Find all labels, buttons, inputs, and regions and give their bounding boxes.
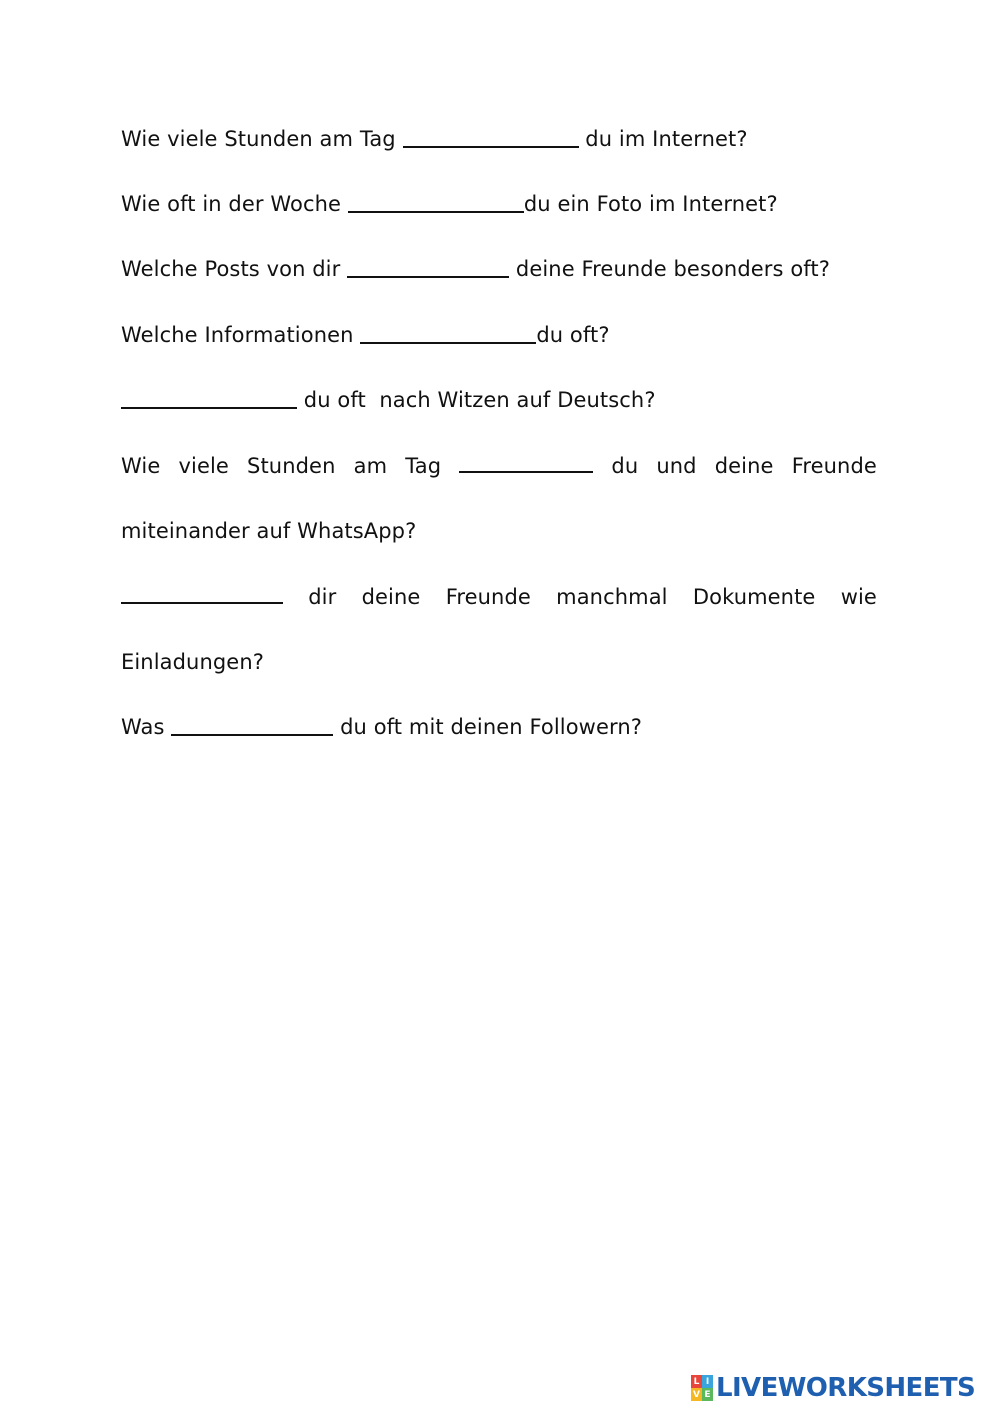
question-1-after: du im Internet? [578,127,748,151]
question-7-line-1 [121,582,877,612]
question-3 [121,254,830,284]
word: Tag [405,454,442,478]
answer-blank-1[interactable] [403,126,579,148]
question-3-before: Welche Posts von dir [121,257,348,281]
question-2-before: Wie oft in der Woche [121,192,348,216]
question-5-after: du oft nach Witzen auf Deutsch? [297,388,656,412]
word: am [353,454,388,478]
answer-blank-2[interactable] [348,191,524,213]
worksheet-page [121,0,877,800]
question-2 [121,189,778,219]
word: und [656,454,697,478]
live-blocks-icon [691,1375,713,1401]
word: Freunde [445,585,531,609]
word: Wie [121,454,161,478]
word: dir [308,585,337,609]
question-8-before: Was [121,715,172,739]
question-4-before: Welche Informationen [121,323,361,347]
question-6-line-1 [121,451,877,481]
question-8 [121,712,642,742]
word: manchmal [556,585,668,609]
logo-block: V [691,1388,702,1401]
question-1-before: Wie viele Stunden am Tag [121,127,403,151]
question-3-after: deine Freunde besonders oft? [509,257,830,281]
question-2-after: du ein Foto im Internet? [523,192,778,216]
answer-blank-7[interactable] [121,582,283,604]
question-6-line-2: miteinander auf WhatsApp? [121,519,417,543]
answer-blank-5[interactable] [121,387,297,409]
word: Stunden [247,454,336,478]
word: Freunde [791,454,877,478]
question-4 [121,320,610,350]
answer-blank-4[interactable] [360,322,536,344]
word: deine [361,585,421,609]
question-5 [121,385,656,415]
word: wie [840,585,877,609]
word: viele [178,454,229,478]
answer-blank-8[interactable] [171,714,333,736]
logo-block: E [702,1388,713,1401]
liveworksheets-logo [691,1372,975,1404]
question-8-after: du oft mit deinen Followern? [333,715,642,739]
answer-blank-6[interactable] [459,451,593,473]
question-4-after: du oft? [536,323,610,347]
brand-name: LIVEWORKSHEETS [716,1373,976,1403]
word: Dokumente [692,585,816,609]
question-7-line-2: Einladungen? [121,650,264,674]
word: deine [714,454,774,478]
logo-block: I [702,1375,713,1388]
question-1 [121,124,748,154]
logo-block: L [691,1375,702,1388]
answer-blank-3[interactable] [347,256,509,278]
word: du [611,454,639,478]
